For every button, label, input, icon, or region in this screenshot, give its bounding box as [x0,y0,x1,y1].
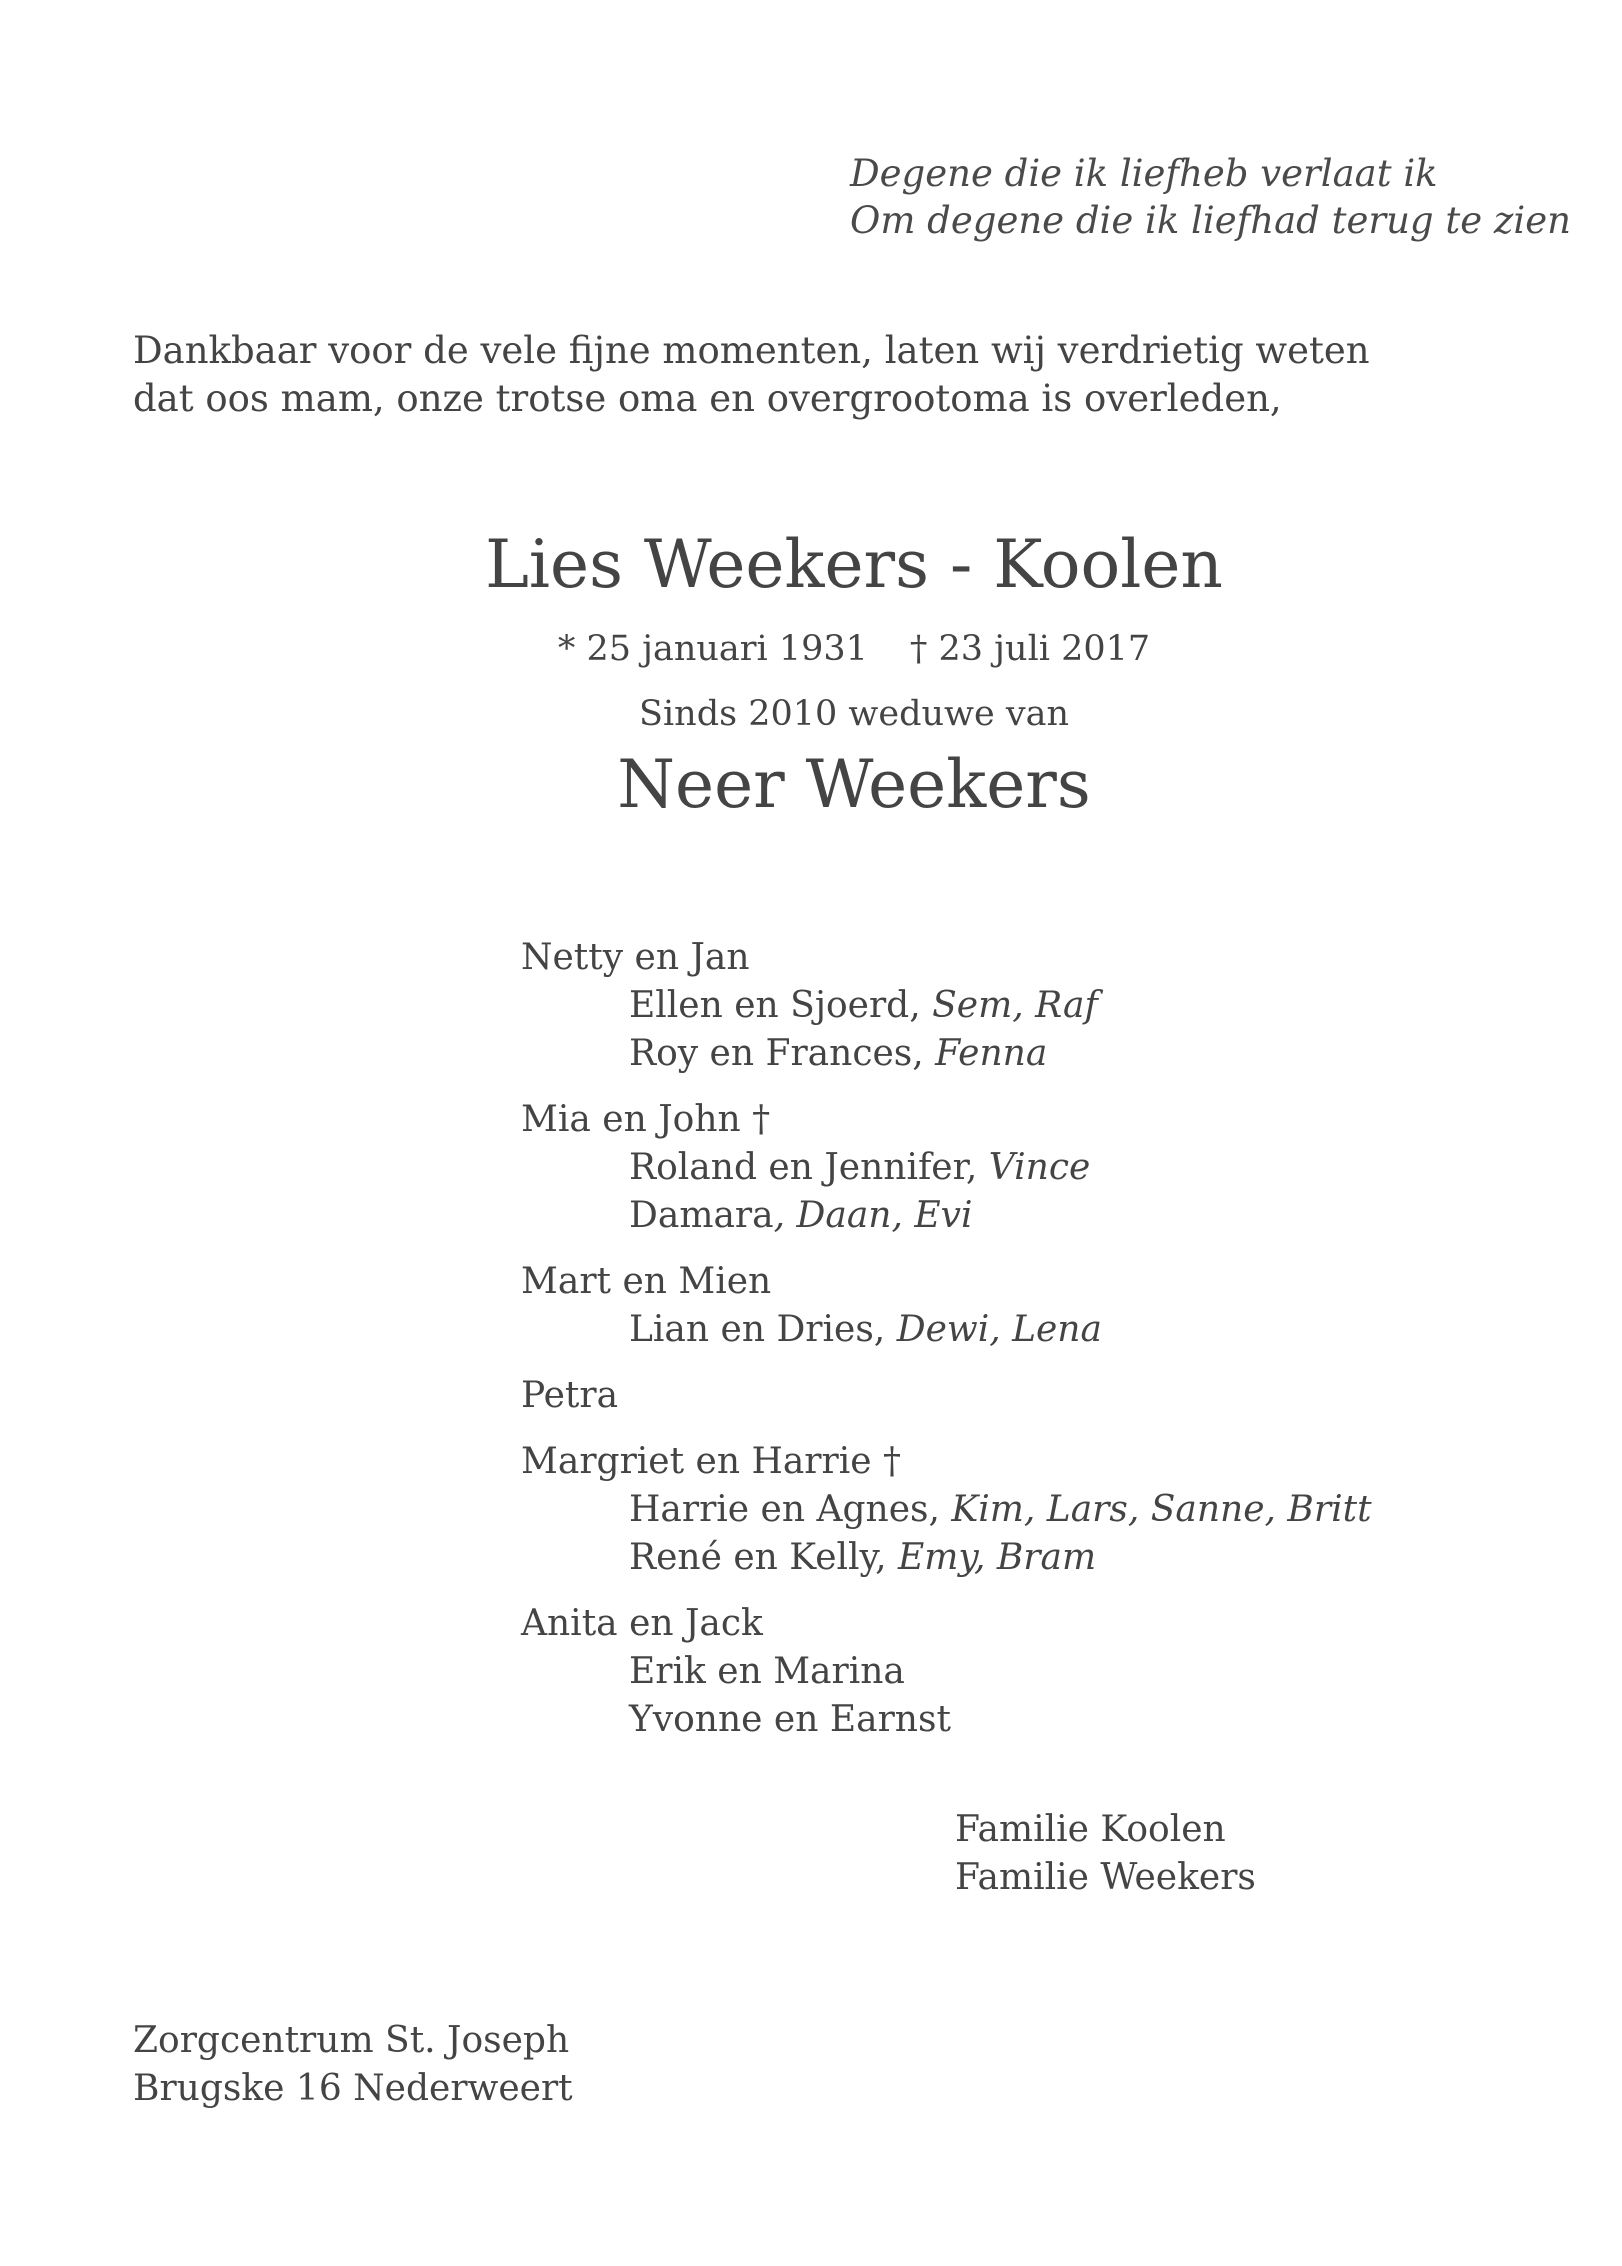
widow-label: Sinds 2010 weduwe van [639,694,1069,734]
family-member: Lian en Dries, Dewi, Lena [629,1309,1102,1350]
family-head: Petra [521,1375,619,1416]
family-member: Harrie en Agnes, Kim, Lars, Sanne, Britt [629,1489,1372,1530]
address-line-2: Brugske 16 Nederweert [133,2068,573,2109]
family-head: Netty en Jan [521,937,750,978]
family-member: Yvonne en Earnst [629,1699,951,1740]
family-head: Anita en Jack [521,1603,763,1644]
signers [955,1806,1256,1902]
intro-line-2: dat oos mam, onze trotse oma en overgrootoma is overleden, [133,377,1282,420]
quote-line-2: Om degene die ik liefhad terug te zien [850,199,1571,242]
family-group [521,1372,1372,1420]
address-line-1: Zorgcentrum St. Joseph [133,2020,570,2061]
family-group [521,1096,1372,1240]
family-group [521,1600,1372,1744]
intro-text [133,327,1370,423]
signer-koolen: Familie Koolen [955,1809,1226,1850]
family-member: Roy en Frances, Fenna [629,1033,1048,1074]
birth-date: * 25 januari 1931 [557,629,868,669]
family-member: Damara, Daan, Evi [629,1195,973,1236]
family-list [521,934,1372,1762]
family-head: Mart en Mien [521,1261,772,1302]
family-head: Mia en John † [521,1099,771,1140]
family-member: Ellen en Sjoerd, Sem, Raf [629,985,1098,1026]
family-member: René en Kelly, Emy, Bram [629,1537,1097,1578]
address-block [133,2017,573,2113]
deceased-name: Lies Weekers - Koolen [485,526,1223,603]
opening-quote [850,150,1571,244]
family-member: Erik en Marina [629,1651,905,1692]
life-dates [0,625,1622,673]
quote-line-1: Degene die ik liefheb verlaat ik [850,152,1438,195]
family-group [521,934,1372,1078]
signer-weekers: Familie Weekers [955,1857,1256,1898]
family-head: Margriet en Harrie † [521,1441,901,1482]
family-group [521,1438,1372,1582]
family-group [521,1258,1372,1354]
spouse-name: Neer Weekers [617,746,1091,823]
family-member: Roland en Jennifer, Vince [629,1147,1091,1188]
death-date: † 23 juli 2017 [909,629,1151,669]
intro-line-1: Dankbaar voor de vele fijne momenten, laten wij verdrietig weten [133,329,1370,372]
